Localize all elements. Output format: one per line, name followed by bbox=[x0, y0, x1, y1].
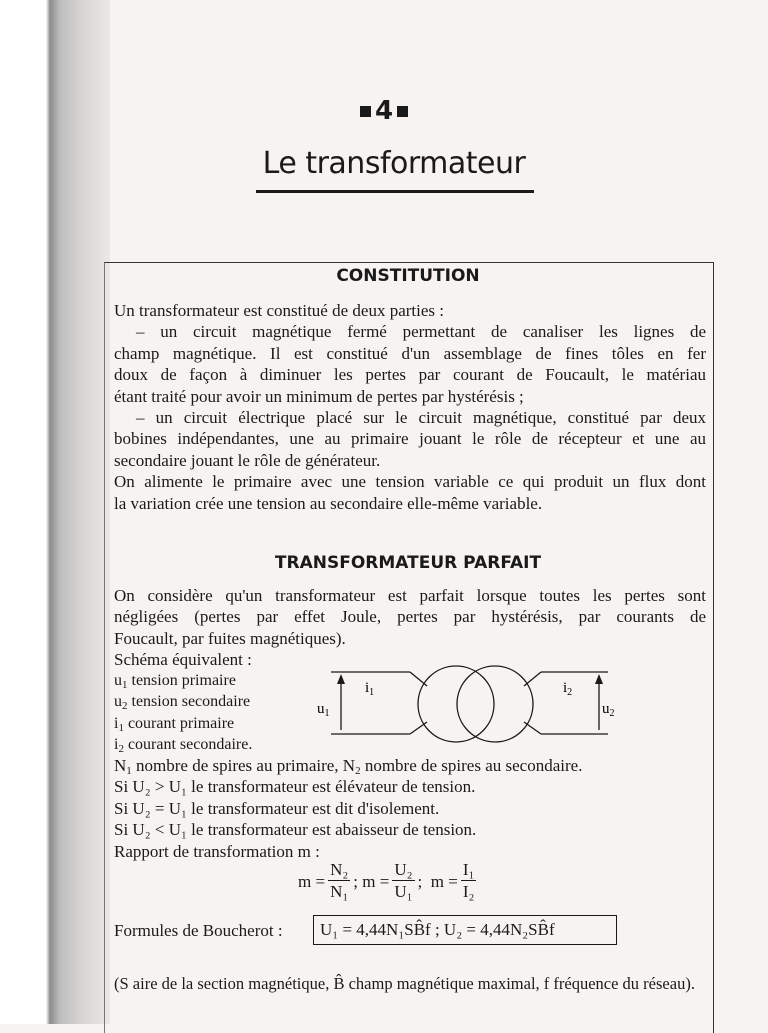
text-line: la variation crée une tension au secondaire elle-même variable. bbox=[114, 493, 543, 513]
legend-subscript: 2 bbox=[122, 700, 128, 713]
text-line: Foucault, par fuites magnétiques). bbox=[114, 628, 346, 648]
denominator: I₂ bbox=[462, 882, 475, 901]
footnote: (S aire de la section magnétique, B̂ champ magnétique maximal, f fréquence du réseau). bbox=[114, 974, 695, 993]
legend-symbol: u bbox=[114, 693, 122, 711]
legend-subscript: 2 bbox=[118, 743, 124, 756]
fraction-u bbox=[392, 860, 414, 903]
i1-label: $i_1$ bbox=[365, 680, 375, 698]
boucherot-label: Formules de Boucherot : bbox=[114, 921, 283, 940]
rule-line: Si U₂ = U₁ le transformateur est dit d'isolement. bbox=[114, 798, 440, 818]
legend-text: tension secondaire bbox=[131, 693, 251, 711]
text-line: On alimente le primaire avec une tension variable ce qui produit un flux dont bbox=[114, 472, 706, 492]
denominator: N₁ bbox=[330, 882, 349, 901]
legend-text: courant secondaire. bbox=[127, 736, 253, 754]
u2-arrow-icon bbox=[595, 674, 603, 684]
denominator: U₁ bbox=[394, 882, 413, 901]
fraction-i bbox=[461, 860, 477, 903]
primary-coil-circle bbox=[418, 666, 494, 742]
chapter-title: Le transformateur bbox=[262, 146, 526, 181]
secondary-lead-top bbox=[524, 672, 541, 686]
text-line: On considère qu'un transformateur est parfait lorsque toutes les pertes sont bbox=[114, 586, 706, 605]
legend-subscript: 1 bbox=[118, 721, 124, 734]
transformer-diagram bbox=[315, 660, 615, 750]
chapter-number bbox=[0, 96, 768, 126]
chapter-number-text: 4 bbox=[374, 96, 394, 126]
rule-line: Si U₂ < U₁ le transformateur est abaisseur de tension. bbox=[114, 820, 477, 840]
boucherot-formula-box: U₁ = 4,44N₁SB̂f ; U₂ = 4,44N₂SB̂f bbox=[313, 915, 617, 945]
ratio-formula bbox=[298, 860, 479, 903]
n2-subscript: 2 bbox=[355, 765, 361, 777]
title-underline bbox=[256, 190, 534, 193]
text-line: – un circuit électrique placé sur le circuit magnétique, constitué par deux bbox=[136, 407, 706, 427]
text-line: doux de façon à diminuer les pertes par courant de Foucault, le matériau bbox=[114, 365, 706, 385]
legend-item bbox=[114, 734, 252, 755]
legend-text: courant primaire bbox=[127, 714, 235, 732]
symbol-legend bbox=[114, 670, 252, 756]
legend-symbol: i bbox=[114, 714, 119, 732]
section-heading-constitution: CONSTITUTION bbox=[336, 266, 480, 286]
legend-symbol: u bbox=[114, 672, 122, 689]
text-line: étant traité pour avoir un minimum de pertes par hystérésis ; bbox=[114, 386, 524, 406]
u2-label: $u_2$ bbox=[602, 701, 615, 719]
numerator: I₁ bbox=[462, 860, 475, 879]
n1-subscript: 1 bbox=[126, 765, 132, 777]
text-line: bobines indépendantes, une au primaire jouant le rôle de récepteur et une au bbox=[114, 429, 706, 449]
secondary-lead-bottom bbox=[524, 722, 541, 734]
text-line: secondaire jouant le rôle de générateur. bbox=[114, 450, 381, 470]
constitution-paragraph bbox=[114, 300, 706, 514]
spires-text-end: nombre de spires au secondaire. bbox=[360, 756, 583, 775]
secondary-coil-circle bbox=[457, 666, 533, 742]
legend-item bbox=[114, 670, 252, 691]
spires-text: nombre de spires au primaire, N bbox=[131, 756, 356, 775]
n1-symbol: N bbox=[114, 756, 127, 775]
u1-label: $u_1$ bbox=[317, 701, 330, 719]
text-line: négligées (pertes par effet Joule, pertes par hystérésis, par courants de bbox=[114, 607, 706, 627]
legend-item bbox=[114, 713, 252, 734]
rules-block bbox=[114, 755, 706, 862]
fraction-n bbox=[328, 860, 350, 903]
rule-line: Rapport de transformation m : bbox=[114, 841, 320, 861]
rule-line: Si U₂ > U₁ le transformateur est élévateur de tension. bbox=[114, 777, 476, 797]
legend-text: tension primaire bbox=[131, 672, 236, 689]
numerator: U₂ bbox=[394, 860, 413, 879]
text-line: Schéma équivalent : bbox=[114, 650, 252, 670]
formula-m: m = bbox=[298, 871, 326, 891]
legend-symbol: i bbox=[114, 736, 119, 754]
square-bullet-icon bbox=[360, 106, 371, 117]
text-line: – un circuit magnétique fermé permettant de canaliser les lignes de bbox=[136, 322, 706, 342]
legend-subscript: 1 bbox=[122, 679, 128, 691]
formula-sep: ; m = bbox=[353, 871, 390, 891]
text-line: Un transformateur est constitué de deux parties : bbox=[114, 301, 444, 320]
primary-lead-bottom bbox=[410, 722, 427, 734]
parfait-paragraph bbox=[114, 585, 706, 671]
numerator: N₂ bbox=[330, 860, 349, 879]
formula-sep: ; m = bbox=[417, 871, 458, 891]
u1-arrow-icon bbox=[337, 674, 345, 684]
text-line: champ magnétique. Il est constitué d'un assemblage de fines tôles en fer bbox=[114, 343, 706, 363]
square-bullet-icon bbox=[397, 106, 408, 117]
spires-line bbox=[114, 755, 706, 776]
i2-label: $i_2$ bbox=[563, 680, 573, 698]
section-heading-parfait: TRANSFORMATEUR PARFAIT bbox=[274, 553, 542, 573]
legend-item bbox=[114, 691, 252, 712]
